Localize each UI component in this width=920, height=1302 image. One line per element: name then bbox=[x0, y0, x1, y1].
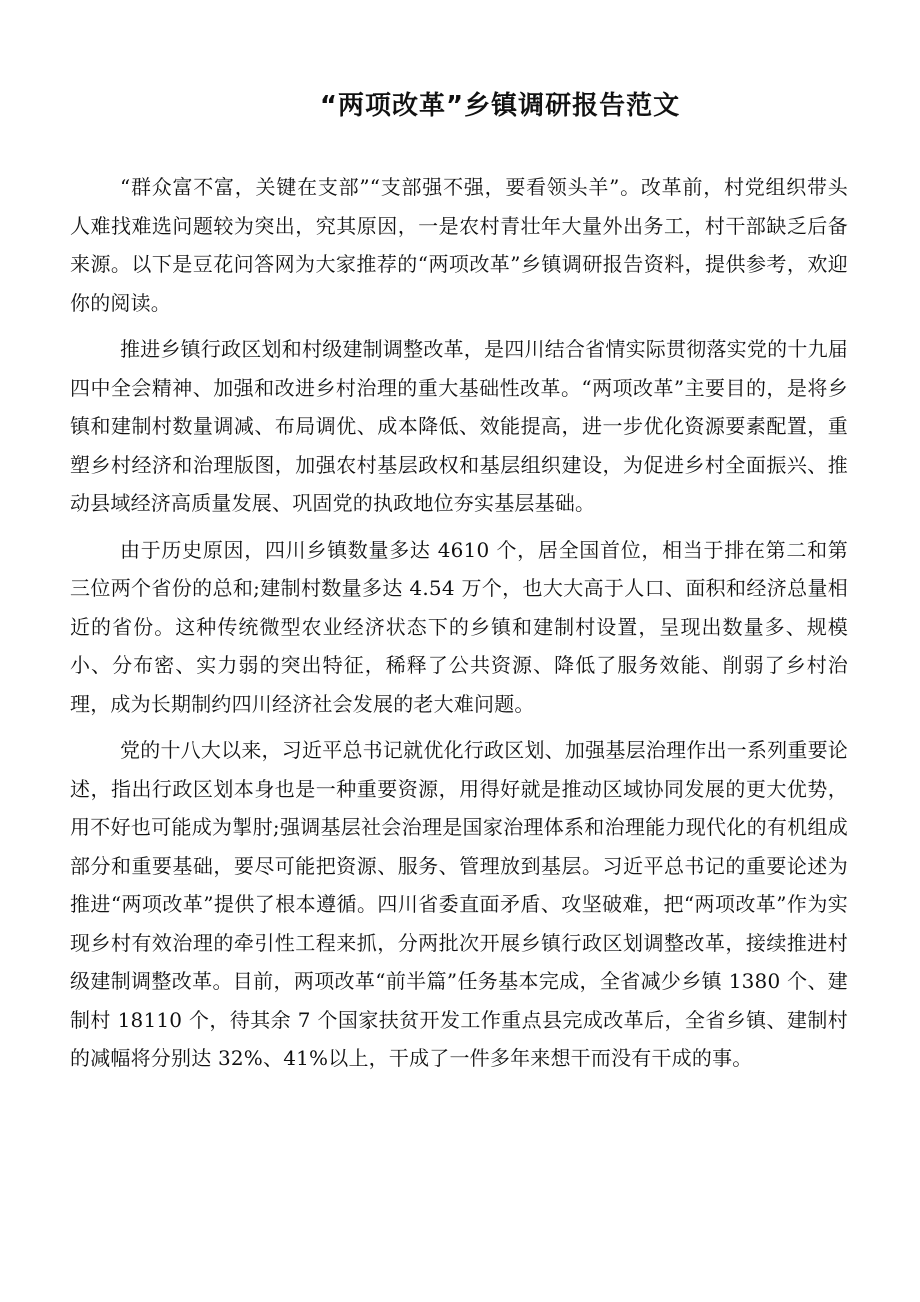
paragraph-progress: 党的十八大以来，习近平总书记就优化行政区划、加强基层治理作出一系列重要论述，指出行政区划本身也是一种重要资源，用得好就是推动区域协同发展的更大优势，用不好也可能成为掣肘;强调基层社会治理是国家治理体系和治理能力现代化的有机组成部分和重要基础，要尽可能把资源、服务、管理放到基层。习近平总书记的重要论述为推进“两项改革”提供了根本遵循。四川省委直面矛盾、攻坚破难，把“两项改革”作为实现乡村有效治理的牵引性工程来抓，分两批次开展乡镇行政区划调整改革，接续推进村级建制调整改革。目前，两项改革“前半篇”任务基本完成，全省减少乡镇 1380 个、建制村 18110 个，待其余 7 个国家扶贫开发工作重点县完成改革后，全省乡镇、建制村的减幅将分别达 32%、41%以上，干成了一件多年来想干而没有干成的事。 bbox=[70, 738, 848, 1070]
paragraph-intro: “群众富不富，关键在支部”“支部强不强，要看领头羊”。改革前，村党组织带头人难找难选问题较为突出，究其原因，一是农村青壮年大量外出务工，村干部缺乏后备来源。以下是豆花问答网为大家推荐的“两项改革”乡镇调研报告资料，提供参考，欢迎你的阅读。 bbox=[70, 175, 848, 315]
paragraph-purpose: 推进乡镇行政区划和村级建制调整改革，是四川结合省情实际贯彻落实党的十九届四中全会精神、加强和改进乡村治理的重大基础性改革。“两项改革”主要目的，是将乡镇和建制村数量调减、布局调优、成本降低、效能提高，进一步优化资源要素配置，重塑乡村经济和治理版图，加强农村基层政权和基层组织建设，为促进乡村全面振兴、推动县域经济高质量发展、巩固党的执政地位夯实基层基础。 bbox=[70, 337, 848, 515]
document-body bbox=[70, 168, 848, 1086]
page-title: “两项改革”乡镇调研报告范文 bbox=[319, 91, 681, 121]
paragraph-background: 由于历史原因，四川乡镇数量多达 4610 个，居全国首位，相当于排在第二和第三位两个省份的总和;建制村数量多达 4.54 万个，也大大高于人口、面积和经济总量相近的省份。这种传统微型农业经济状态下的乡镇和建制村设置，呈现出数量多、规模小、分布密、实力弱的突出特征，稀释了公共资源、降低了服务效能、削弱了乡村治理，成为长期制约四川经济社会发展的老大难问题。 bbox=[70, 537, 848, 716]
